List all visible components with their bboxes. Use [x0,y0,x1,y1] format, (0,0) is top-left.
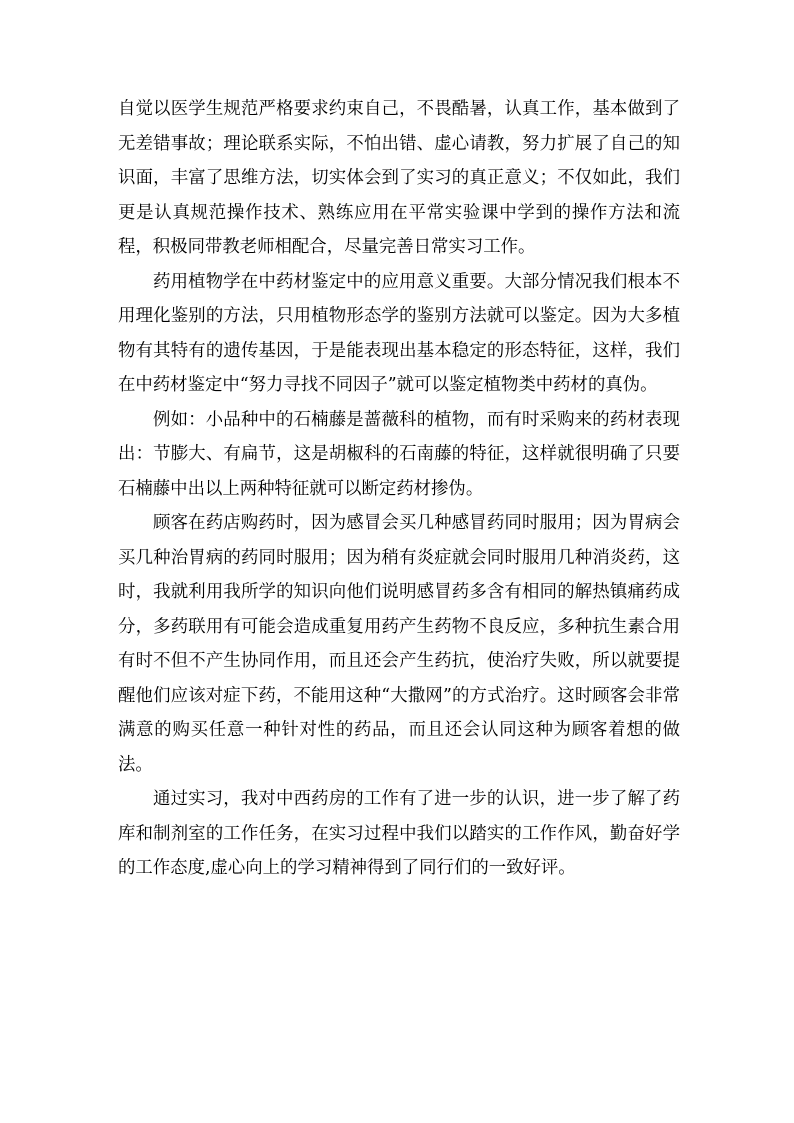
paragraph-continuation: 自觉以医学生规范严格要求约束自己，不畏酷暑，认真工作，基本做到了无差错事故；理论联系实际，不怕出错、虚心请教，努力扩展了自己的知识面，丰富了思维方法，切实体会到了实习的真正意义；不仅如此，我们更是认真规范操作技术、熟练应用在平常实验课中学到的操作方法和流程，积极同带教老师相配合，尽量完善日常实习工作。 [118,99,680,257]
paragraph-conclusion: 通过实习，我对中西药房的工作有了进一步的认识，进一步了解了药库和制剂室的工作任务，在实习过程中我们以踏实的工作作风，勤奋好学的工作态度,虚心向上的学习精神得到了同行们的一致好评。 [118,789,680,878]
paragraph-customer-advice: 顾客在药店购药时，因为感冒会买几种感冒药同时服用；因为胃病会买几种治胃病的药同时服用；因为稍有炎症就会同时服用几种消炎药，这时，我就利用我所学的知识向他们说明感冒药多含有相同的解热镇痛药成分，多药联用有可能会造成重复用药产生药物不良反应，多种抗生素合用有时不但不产生协同作用，而且还会产生药抗，使治疗失败，所以就要提醒他们应该对症下药，不能用这种“大撒网”的方式治疗。这时顾客会非常满意的购买任意一种针对性的药品，而且还会认同这种为顾客着想的做法。 [118,513,680,775]
paragraph-example: 例如：小品种中的石楠藤是蔷薇科的植物，而有时采购来的药材表现出：节膨大、有扁节，这是胡椒科的石南藤的特征，这样就很明确了只要石楠藤中出以上两种特征就可以断定药材掺伪。 [118,409,680,499]
paragraph-botany-identification: 药用植物学在中药材鉴定中的应用意义重要。大部分情况我们根本不用理化鉴别的方法，只用植物形态学的鉴别方法就可以鉴定。因为大多植物有其特有的遗传基因，于是能表现出基本稳定的形态特征，这样，我们在中药材鉴定中“努力寻找不同因子”就可以鉴定植物类中药材的真伪。 [118,271,680,395]
document-body [118,92,680,886]
